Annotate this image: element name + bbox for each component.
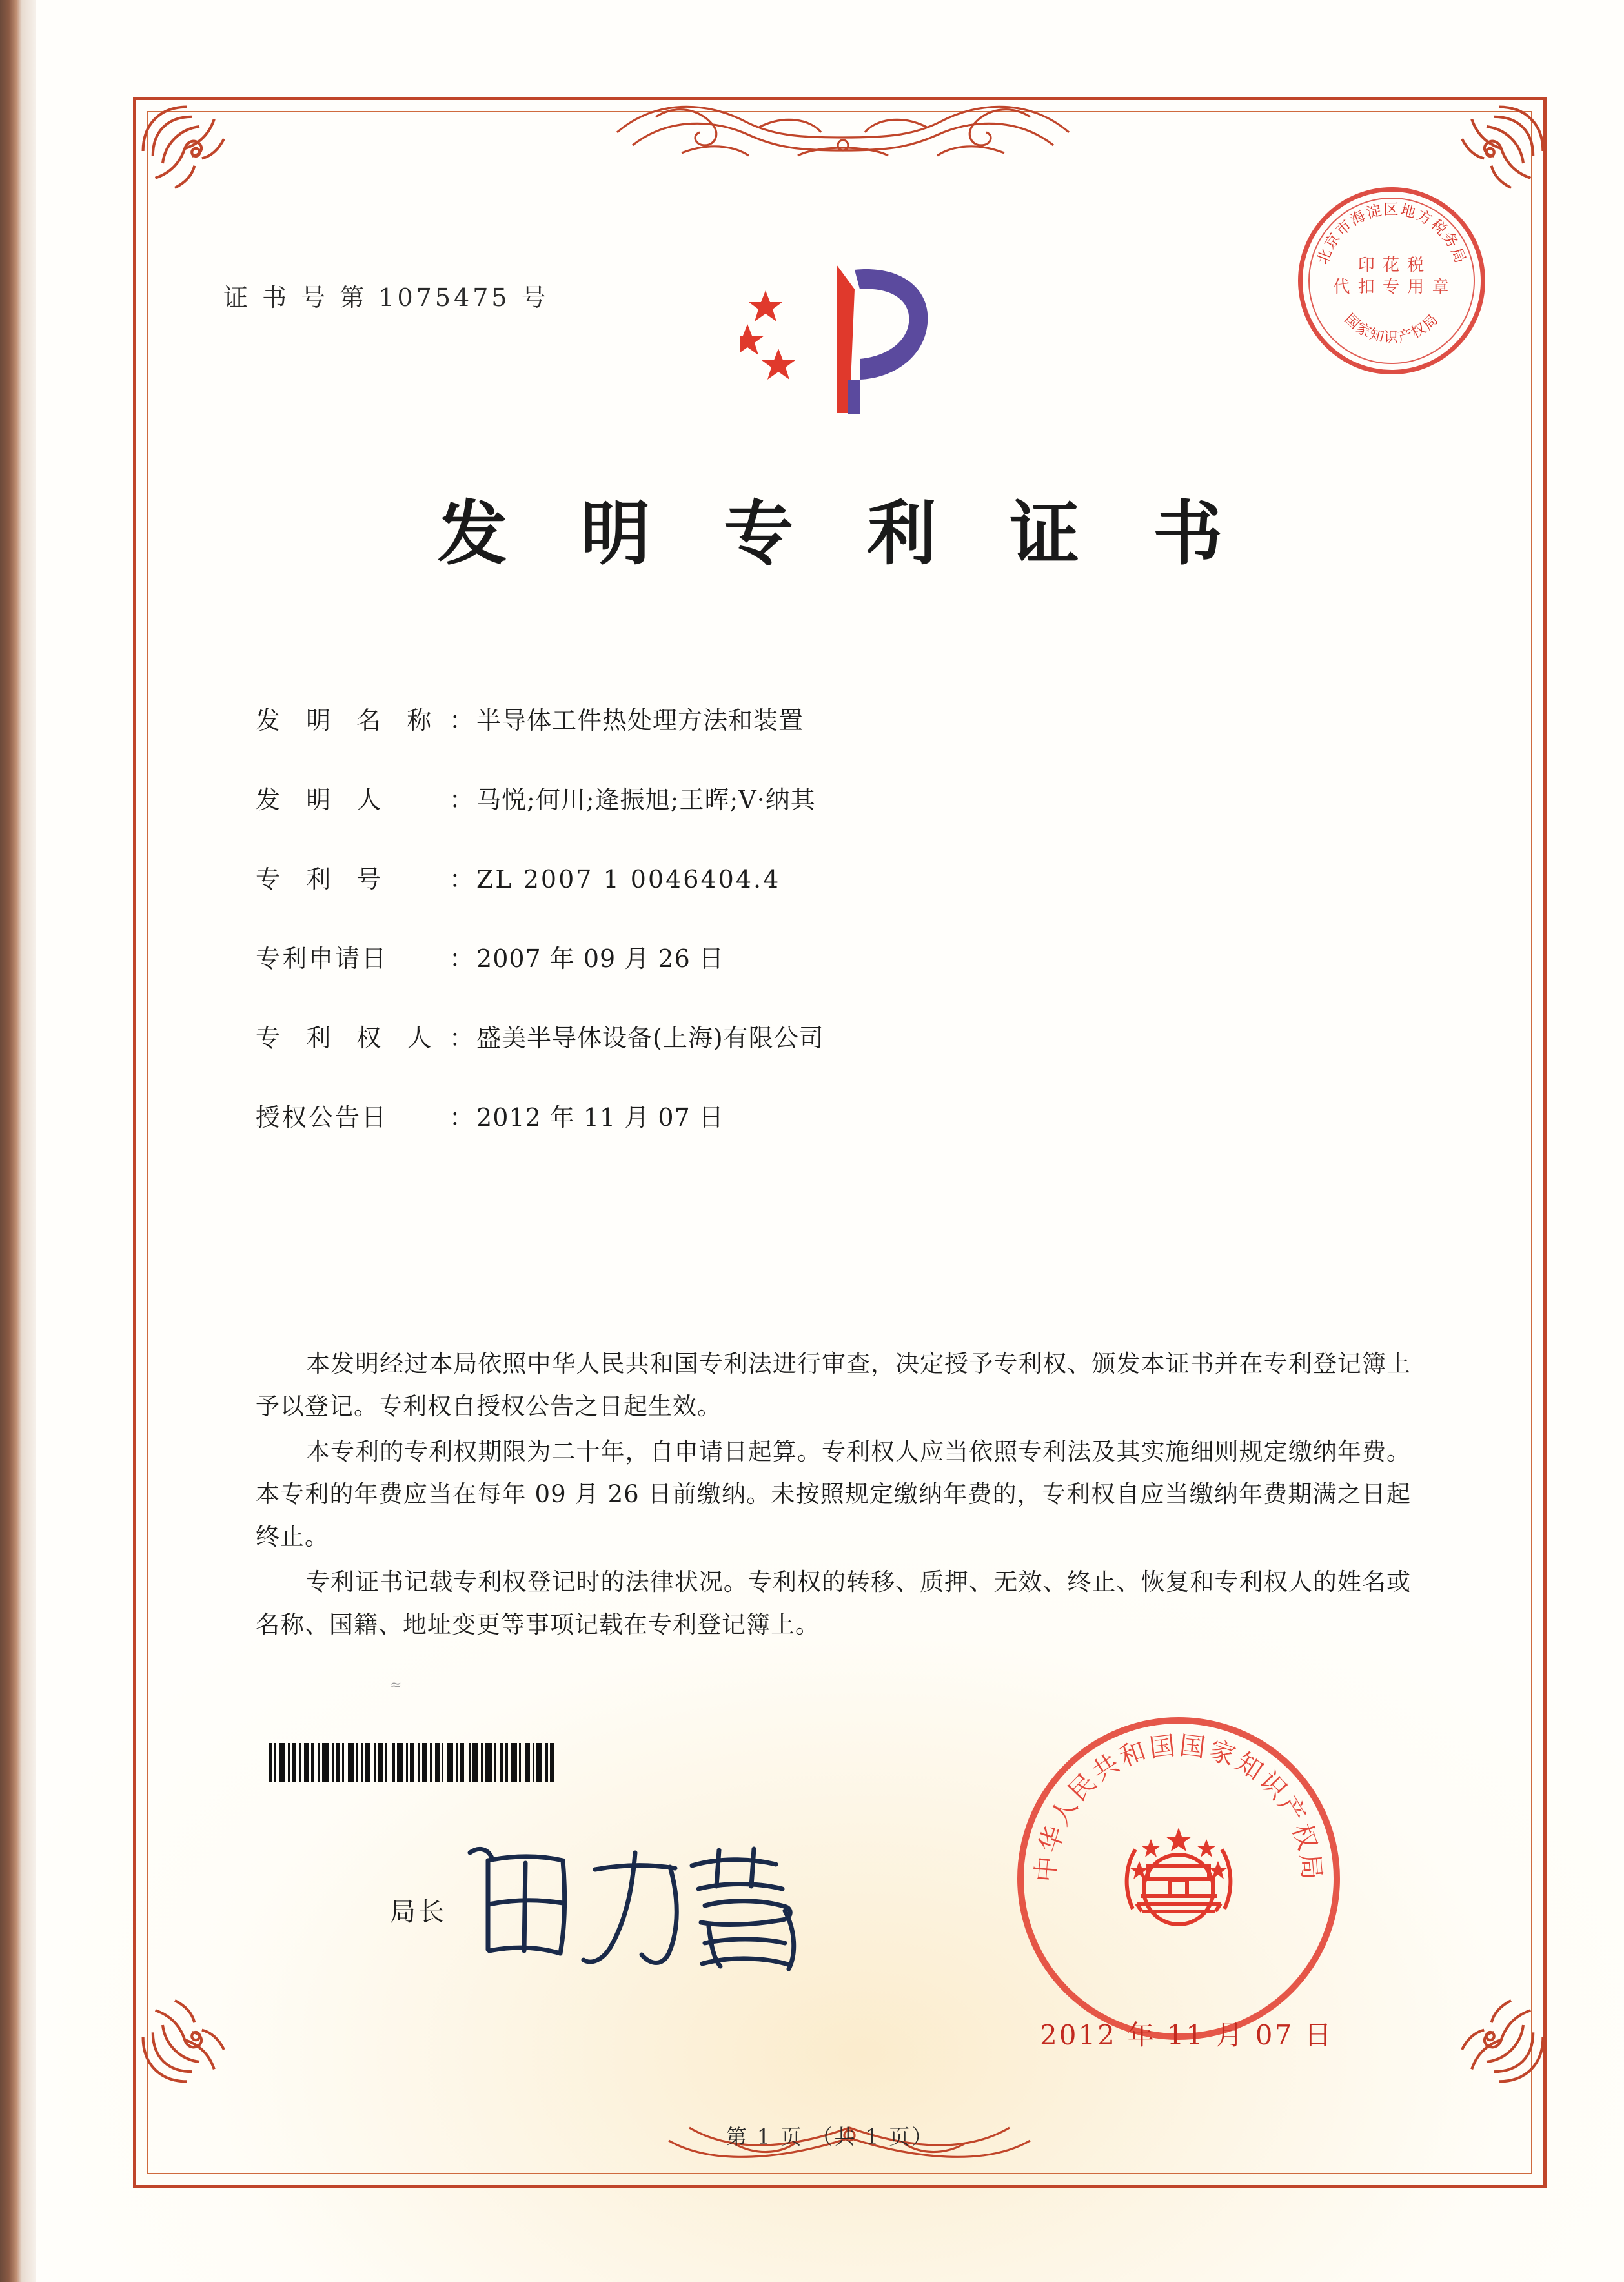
field-value: 盛美半导体设备(上海)有限公司 bbox=[476, 1024, 824, 1052]
page-title: 发 明 专 利 证 书 bbox=[438, 493, 1247, 575]
seal-date: 2012 年 11 月 07 日 bbox=[1040, 2019, 1334, 2051]
field-label: 专 利 号 bbox=[256, 865, 391, 893]
field-value: 马悦;何川;逄振旭;王晖;V·纳其 bbox=[476, 786, 816, 814]
field-colon: ： bbox=[449, 1103, 474, 1132]
svg-text:国家知识产权局: 国家知识产权局 bbox=[1341, 311, 1443, 346]
national-emblem-icon bbox=[1111, 1811, 1246, 1946]
field-row-invention-name bbox=[256, 700, 1417, 736]
svg-text:中华人民共和国国家知识产权局: 中华人民共和国国家知识产权局 bbox=[1030, 1730, 1327, 1884]
body-paragraph-3: 专利证书记载专利权登记时的法律状况。专利权的转移、质押、无效、终止、恢复和专利权人的姓名或名称、国籍、地址变更等事项记载在专利登记簿上。 bbox=[256, 1568, 1411, 1638]
tax-seal-line-2: 代 扣 专 用 章 bbox=[1333, 278, 1450, 297]
scan-spine-shadow bbox=[0, 0, 22, 2282]
field-colon: ： bbox=[449, 1024, 474, 1052]
field-value: 2007 年 09 月 26 日 bbox=[476, 944, 724, 973]
director-signature bbox=[462, 1827, 824, 1988]
scan-artifact-mark: ≈ bbox=[390, 1677, 402, 1693]
national-seal bbox=[1017, 1717, 1340, 2040]
field-label: 发 明 名 称 bbox=[256, 706, 441, 735]
body-paragraph-1: 本发明经过本局依照中华人民共和国专利法进行审查，决定授予专利权、颁发本证书并在专利登记簿上予以登记。专利权自授权公告之日起生效。 bbox=[256, 1350, 1411, 1420]
body-text bbox=[256, 1343, 1411, 1649]
field-label: 专 利 权 人 bbox=[256, 1024, 441, 1052]
field-colon: ： bbox=[449, 865, 474, 893]
field-label: 授权公告日 bbox=[256, 1103, 389, 1132]
barcode bbox=[269, 1743, 682, 1782]
field-label: 发 明 人 bbox=[256, 786, 391, 814]
field-value: 2012 年 11 月 07 日 bbox=[476, 1103, 724, 1132]
field-label: 专利申请日 bbox=[256, 944, 389, 973]
field-colon: ： bbox=[449, 944, 474, 973]
field-row-patent-number bbox=[256, 859, 1417, 895]
tax-stamp-seal bbox=[1298, 187, 1485, 374]
svg-text:北京市海淀区地方税务局: 北京市海淀区地方税务局 bbox=[1314, 201, 1469, 267]
field-row-inventors bbox=[256, 780, 1417, 815]
director-label: 局长 bbox=[390, 1897, 447, 1927]
page-number: 第 1 页 （共 1 页） bbox=[726, 2124, 935, 2149]
tax-seal-line-1: 印 花 税 bbox=[1357, 256, 1426, 275]
field-colon: ： bbox=[449, 706, 474, 735]
certificate-number: 证 书 号 第 1075475 号 bbox=[223, 283, 549, 312]
certificate-paper bbox=[36, 0, 1624, 2282]
field-row-grant-announcement-date bbox=[256, 1097, 1417, 1133]
field-row-patentee bbox=[256, 1018, 1417, 1054]
field-list bbox=[256, 700, 1417, 1177]
field-value: ZL 2007 1 0046404.4 bbox=[476, 865, 781, 893]
field-row-application-date bbox=[256, 939, 1417, 974]
sipo-logo-icon bbox=[740, 252, 953, 426]
scan-spine-gradient bbox=[22, 0, 36, 2282]
top-center-ornament bbox=[604, 94, 1082, 171]
field-value: 半导体工件热处理方法和装置 bbox=[476, 706, 804, 735]
body-paragraph-2: 本专利的专利权期限为二十年，自申请日起算。专利权人应当依照专利法及其实施细则规定缴纳年费。本专利的年费应当在每年 09 月 26 日前缴纳。未按照规定缴纳年费的，专利权自应当缴纳年费期满之日起终止。 bbox=[256, 1438, 1411, 1551]
field-colon: ： bbox=[449, 786, 474, 814]
